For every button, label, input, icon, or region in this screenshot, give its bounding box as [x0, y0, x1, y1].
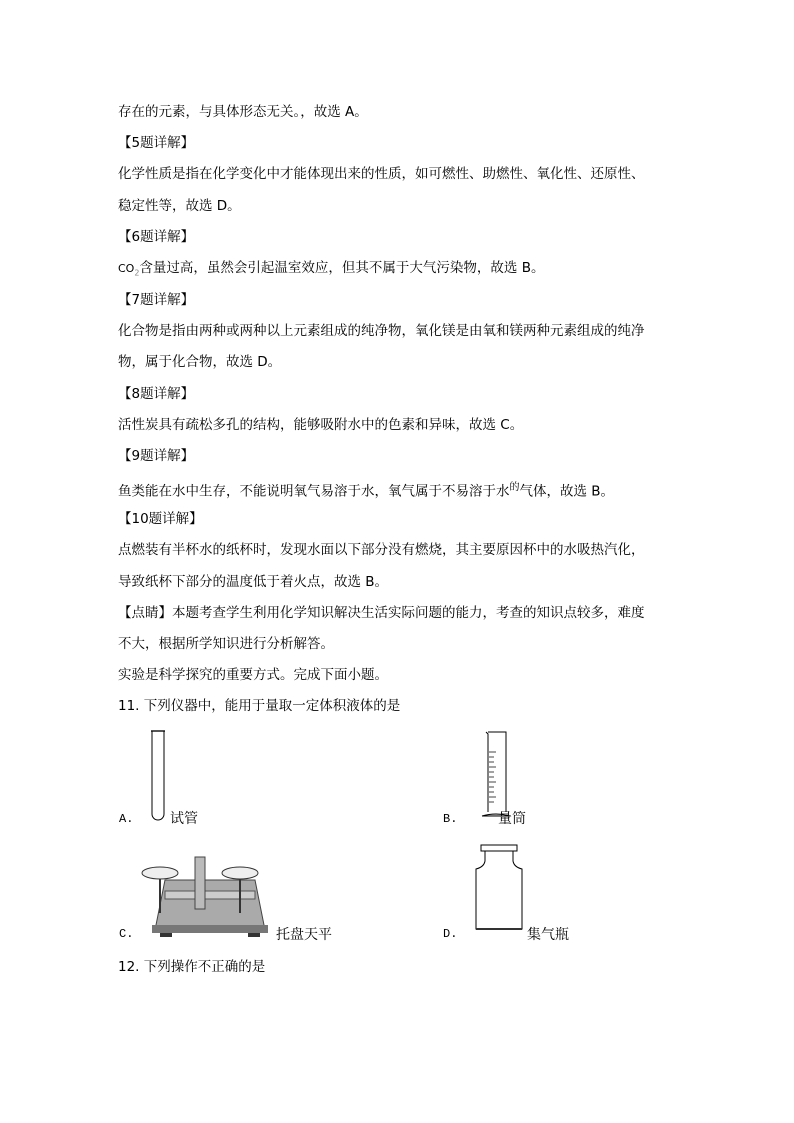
text-line: 稳定性等，故选 D。 [118, 198, 241, 214]
option-b-caption: 量筒 [498, 811, 526, 827]
option-c-letter: C. [119, 927, 134, 941]
text-line: 实验是科学探究的重要方式。完成下面小题。 [118, 667, 388, 683]
section-heading: 【8题详解】 [118, 386, 195, 402]
section-heading: 【10题详解】 [118, 511, 203, 527]
text-span: 含量过高，虽然会引起温室效应，但其不属于大气污染物，故选 B。 [139, 260, 545, 276]
section-heading: 【6题详解】 [118, 229, 195, 245]
text-line: 物，属于化合物，故选 D。 [118, 354, 282, 370]
text-line: 点燃装有半杯水的纸杯时，发现水面以下部分没有燃烧，其主要原因杯中的水吸热汽化， [118, 542, 645, 558]
section-heading: 【5题详解】 [118, 135, 195, 151]
question-12: 12. 下列操作不正确的是 [118, 959, 266, 975]
text-line: 化合物是指由两种或两种以上元素组成的纯净物，氧化镁是由氧和镁两种元素组成的纯净 [118, 323, 645, 339]
text-line [118, 259, 545, 283]
text-span: 鱼类能在水中生存，不能说明氧气易溶于水，氧气属于不易溶于水 [118, 483, 510, 500]
co2-sub: 2 [134, 268, 140, 278]
section-heading: 【7题详解】 [118, 292, 195, 308]
text-line [118, 479, 614, 501]
question-11: 11. 下列仪器中，能用于量取一定体积液体的是 [118, 698, 401, 714]
co2-formula [118, 260, 139, 276]
option-d-caption: 集气瓶 [527, 927, 569, 943]
text-span: 气体，故选 B。 [519, 483, 615, 500]
text-line: 导致纸杯下部分的温度低于着火点，故选 B。 [118, 574, 389, 590]
option-a-letter: A. [119, 812, 134, 826]
text-line: 不大，根据所学知识进行分析解答。 [118, 636, 334, 652]
section-heading: 【9题详解】 [118, 448, 195, 464]
text-line: 活性炭具有疏松多孔的结构，能够吸附水中的色素和异味，故选 C。 [118, 417, 524, 433]
text-line: 【点睛】本题考查学生利用化学知识解决生活实际问题的能力，考查的知识点较多，难度 [118, 605, 645, 621]
superscript-char: 的 [509, 482, 520, 493]
option-b-letter: B. [443, 812, 458, 826]
option-a-caption: 试管 [170, 811, 198, 827]
text-line: 存在的元素，与具体形态无关。，故选 A。 [118, 104, 368, 120]
option-c-caption: 托盘天平 [276, 927, 332, 943]
balance-image [140, 855, 280, 945]
gas-bottle-image [470, 843, 530, 938]
test-tube-image [148, 730, 168, 830]
text-line: 化学性质是指在化学变化中才能体现出来的性质，如可燃性、助燃性、氧化性、还原性、 [118, 166, 645, 182]
option-d-letter: D. [443, 927, 458, 941]
co2-main: CO [118, 262, 135, 275]
